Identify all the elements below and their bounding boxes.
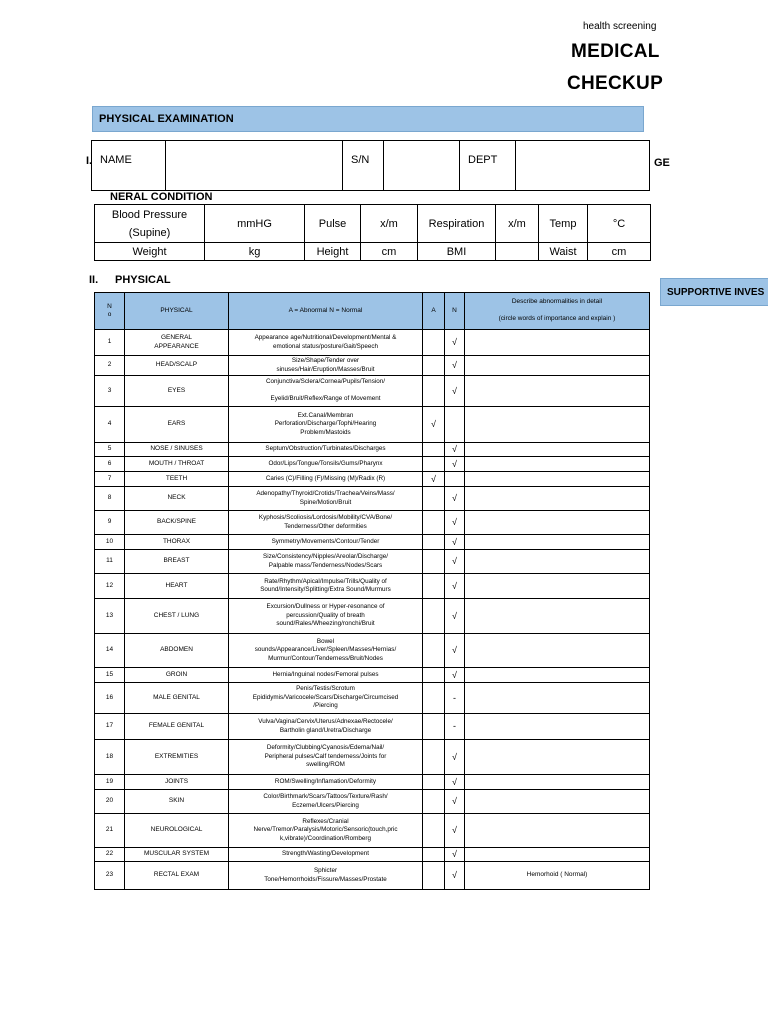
exam-area bbox=[125, 862, 229, 890]
exam-criteria bbox=[229, 740, 423, 775]
text-line: TEETH bbox=[165, 474, 188, 482]
respiration-unit-label bbox=[496, 205, 539, 243]
abnormality-description[interactable] bbox=[465, 740, 650, 775]
text-line: Size/Consistency/Nipples/Areolar/Discharge/ bbox=[263, 553, 388, 560]
temp-unit-label bbox=[588, 205, 651, 243]
text-line: Deformity/Clubbing/Cyanosis/Edema/Nail/ bbox=[266, 744, 385, 752]
exam-area bbox=[125, 775, 229, 790]
text-line: MUSCULAR SYSTEM bbox=[143, 850, 209, 858]
exam-criteria bbox=[229, 848, 423, 862]
abnormal-mark[interactable] bbox=[423, 376, 445, 407]
table-row bbox=[95, 356, 650, 376]
text-line: Ext.Canal/Membran bbox=[297, 411, 354, 419]
text-line: Perforation/Discharge/Tophi/Hearing bbox=[274, 420, 377, 428]
normal-mark[interactable]: √ bbox=[445, 814, 465, 848]
normal-mark[interactable]: √ bbox=[445, 457, 465, 472]
text-line: RECTAL EXAM bbox=[153, 871, 200, 879]
row-number: 9 bbox=[95, 511, 125, 535]
text-line: HEAD/SCALP bbox=[155, 361, 198, 369]
text-line: ABDOMEN bbox=[160, 646, 193, 654]
text-line: Bowel bbox=[316, 637, 335, 645]
exam-criteria bbox=[229, 407, 423, 443]
text-line: /Piercing bbox=[313, 702, 338, 710]
abnormality-description[interactable] bbox=[465, 683, 650, 714]
text-line: Pulse bbox=[318, 217, 347, 230]
exam-area bbox=[125, 740, 229, 775]
abnormality-description[interactable] bbox=[465, 714, 650, 740]
respiration-label bbox=[418, 205, 496, 243]
bmi-field[interactable] bbox=[496, 243, 539, 261]
row-number: 17 bbox=[95, 714, 125, 740]
exam-criteria bbox=[229, 574, 423, 599]
abnormality-description[interactable] bbox=[465, 511, 650, 535]
text-line: Sphicter bbox=[313, 867, 338, 874]
describe-header: Describe abnormalities in detail (circle words of importance and explain ) bbox=[465, 293, 650, 330]
exam-area bbox=[125, 330, 229, 356]
normal-mark[interactable]: √ bbox=[445, 634, 465, 668]
normal-mark[interactable]: √ bbox=[445, 668, 465, 683]
normal-mark[interactable]: √ bbox=[445, 330, 465, 356]
text-line: Respiration bbox=[428, 217, 485, 230]
text-line: k,vibrate)/Coordination/Romberg bbox=[280, 834, 371, 842]
text-line: GROIN bbox=[165, 670, 188, 678]
row-number: 2 bbox=[95, 356, 125, 376]
exam-area bbox=[125, 407, 229, 443]
table-row bbox=[95, 848, 650, 862]
abnormal-mark[interactable] bbox=[423, 668, 445, 683]
section-1-heading-fragment: GE bbox=[654, 157, 670, 169]
text-line: JOINTS bbox=[164, 777, 189, 785]
abnormal-header: A bbox=[423, 293, 445, 330]
abnormality-description[interactable] bbox=[465, 457, 650, 472]
normal-mark[interactable]: √ bbox=[445, 487, 465, 511]
text-line: MALE GENITAL bbox=[153, 693, 200, 701]
exam-area bbox=[125, 487, 229, 511]
text-line: (Supine) bbox=[128, 226, 171, 239]
text-line: EXTREMITIES bbox=[154, 752, 199, 760]
abnormal-mark[interactable] bbox=[423, 330, 445, 356]
row-number: 15 bbox=[95, 668, 125, 683]
normal-mark[interactable]: - bbox=[445, 714, 465, 740]
table-row bbox=[95, 775, 650, 790]
text-line: Murmur/Contour/Tenderness/Bruit/Nodes bbox=[268, 654, 383, 662]
vitals-row-1 bbox=[95, 205, 651, 243]
sn-label: S/N bbox=[343, 141, 384, 191]
pulse-unit-label bbox=[361, 205, 418, 243]
physical-header: PHYSICAL bbox=[125, 293, 229, 330]
physical-exam-table bbox=[94, 292, 650, 890]
height-label: Height bbox=[305, 243, 361, 261]
text-line: BACK/SPINE bbox=[156, 518, 196, 526]
normal-mark[interactable]: - bbox=[445, 683, 465, 714]
abnormality-description[interactable] bbox=[465, 330, 650, 356]
row-number: 4 bbox=[95, 407, 125, 443]
text-line: NOSE / SINUSES bbox=[150, 445, 203, 453]
abnormal-mark[interactable] bbox=[423, 487, 445, 511]
text-line: Problem/Mastoids bbox=[300, 428, 351, 436]
text-line: Blood Pressure bbox=[111, 208, 188, 221]
row-number: 18 bbox=[95, 740, 125, 775]
exam-criteria bbox=[229, 599, 423, 634]
text-line: Eyelid/Bruit/Reflex/Range of Movement bbox=[270, 395, 381, 403]
abnormal-mark[interactable] bbox=[423, 550, 445, 574]
row-number: 10 bbox=[95, 535, 125, 550]
exam-criteria bbox=[229, 356, 423, 376]
document-title-line2: CHECKUP bbox=[567, 73, 664, 94]
section-2-numeral: II. bbox=[89, 274, 99, 286]
text-line: Palpable mass/Tenderness/Nodes/Scars bbox=[268, 561, 383, 569]
text-line: mmHG bbox=[237, 217, 272, 230]
normal-header: N bbox=[445, 293, 465, 330]
text-line: MOUTH / THROAT bbox=[148, 459, 205, 467]
normal-mark[interactable]: √ bbox=[445, 740, 465, 775]
normal-mark[interactable]: √ bbox=[445, 790, 465, 814]
abnormality-description[interactable] bbox=[465, 356, 650, 376]
exam-criteria bbox=[229, 330, 423, 356]
name-field[interactable] bbox=[166, 141, 343, 191]
text-line: percussion/Quality of breath bbox=[286, 611, 365, 619]
normal-mark[interactable]: √ bbox=[445, 574, 465, 599]
no-header: N o bbox=[95, 293, 125, 330]
exam-area bbox=[125, 814, 229, 848]
row-number: 19 bbox=[95, 775, 125, 790]
legend-header: A = Abnormal N = Normal bbox=[229, 293, 423, 330]
text-line: sound/Rales/Wheezing/ronchi/Bruit bbox=[276, 620, 375, 628]
abnormal-mark[interactable] bbox=[423, 457, 445, 472]
exam-criteria bbox=[229, 550, 423, 574]
exam-area bbox=[125, 574, 229, 599]
abnormality-description[interactable] bbox=[465, 634, 650, 668]
table-row bbox=[95, 862, 650, 890]
row-number: 12 bbox=[95, 574, 125, 599]
text-line: Penis/Testis/Scrotum bbox=[296, 685, 355, 693]
weight-label: Weight bbox=[95, 243, 205, 261]
row-number: 13 bbox=[95, 599, 125, 634]
temp-label bbox=[539, 205, 588, 243]
blood-pressure-label bbox=[95, 205, 205, 243]
exam-area bbox=[125, 457, 229, 472]
abnormality-description[interactable] bbox=[465, 775, 650, 790]
row-number: 23 bbox=[95, 862, 125, 890]
text-line: Strength/Wasting/Development bbox=[282, 850, 369, 858]
abnormal-mark[interactable] bbox=[423, 356, 445, 376]
table-row bbox=[95, 790, 650, 814]
text-line: swelling/ROM bbox=[306, 761, 345, 769]
text-line: Excursion/Dullness or Hyper-resonance of bbox=[266, 603, 385, 611]
text-line: Temp bbox=[549, 217, 577, 230]
abnormal-mark[interactable] bbox=[423, 740, 445, 775]
abnormality-description[interactable] bbox=[465, 550, 650, 574]
exam-criteria bbox=[229, 487, 423, 511]
normal-mark[interactable]: √ bbox=[445, 550, 465, 574]
abnormal-mark[interactable] bbox=[423, 790, 445, 814]
abnormal-mark[interactable] bbox=[423, 535, 445, 550]
table-row bbox=[95, 550, 650, 574]
row-number: 21 bbox=[95, 814, 125, 848]
normal-mark[interactable] bbox=[445, 407, 465, 443]
table-row bbox=[95, 668, 650, 683]
table-row bbox=[95, 443, 650, 457]
pulse-label bbox=[305, 205, 361, 243]
abnormality-description[interactable] bbox=[465, 472, 650, 487]
row-number: 16 bbox=[95, 683, 125, 714]
text-line: Spine/Motion/Bruit bbox=[299, 498, 352, 506]
abnormality-description[interactable]: Hemorhoid ( Normal) bbox=[465, 862, 650, 890]
normal-mark[interactable]: √ bbox=[445, 511, 465, 535]
exam-area bbox=[125, 634, 229, 668]
text-line: EYES bbox=[167, 386, 186, 394]
text-line: x/m bbox=[508, 217, 526, 230]
text-line: HEART bbox=[165, 581, 188, 589]
row-number: 7 bbox=[95, 472, 125, 487]
height-unit: cm bbox=[361, 243, 418, 261]
exam-area bbox=[125, 511, 229, 535]
text-line: emotional status/posture/Gait/Speech bbox=[272, 342, 378, 350]
section-1-numeral: I. bbox=[86, 155, 93, 167]
text-line: Tone/Hemorrhoids/Fissure/Masses/Prostate bbox=[264, 875, 387, 883]
text-line: Tenderness/Other deformities bbox=[284, 522, 367, 530]
table-row bbox=[95, 634, 650, 668]
normal-mark[interactable]: √ bbox=[445, 848, 465, 862]
normal-mark[interactable]: √ bbox=[445, 443, 465, 457]
document-title-line1: MEDICAL bbox=[571, 41, 660, 62]
row-number: 1 bbox=[95, 330, 125, 356]
exam-area bbox=[125, 668, 229, 683]
table-row bbox=[95, 472, 650, 487]
exam-area bbox=[125, 443, 229, 457]
exam-criteria bbox=[229, 814, 423, 848]
general-condition-heading: NERAL CONDITION bbox=[110, 191, 213, 203]
abnormality-description[interactable] bbox=[465, 668, 650, 683]
text-line: Size/Shape/Tender over bbox=[291, 357, 360, 364]
exam-area bbox=[125, 714, 229, 740]
text-line: Rate/Rhythm/Apical/Impulse/Trills/Quality of bbox=[264, 577, 387, 585]
vitals-table bbox=[94, 204, 651, 261]
exam-table-header bbox=[95, 293, 650, 330]
text-line: FEMALE GENITAL bbox=[148, 722, 205, 730]
vitals-row-2 bbox=[95, 243, 651, 261]
exam-criteria bbox=[229, 775, 423, 790]
text-line: SKIN bbox=[168, 797, 185, 805]
table-row bbox=[95, 814, 650, 848]
exam-criteria bbox=[229, 511, 423, 535]
abnormality-description[interactable] bbox=[465, 814, 650, 848]
bp-unit-label bbox=[205, 205, 305, 243]
text-line: BREAST bbox=[163, 557, 190, 565]
table-row bbox=[95, 330, 650, 356]
normal-mark[interactable]: √ bbox=[445, 862, 465, 890]
abnormality-description[interactable] bbox=[465, 790, 650, 814]
text-line: Peripheral pulses/Calf tenderness/Joints for bbox=[264, 752, 387, 760]
exam-criteria bbox=[229, 790, 423, 814]
section-2-heading: PHYSICAL bbox=[115, 274, 171, 286]
document-subtitle: health screening bbox=[583, 21, 657, 32]
exam-area bbox=[125, 535, 229, 550]
abnormality-description[interactable] bbox=[465, 599, 650, 634]
text-line: NECK bbox=[167, 494, 186, 502]
text-line: NEUROLOGICAL bbox=[150, 826, 203, 834]
normal-mark[interactable]: √ bbox=[445, 599, 465, 634]
abnormal-mark[interactable] bbox=[423, 683, 445, 714]
abnormal-mark[interactable] bbox=[423, 443, 445, 457]
text-line: Bartholin gland/Uretra/Discharge bbox=[279, 726, 372, 734]
normal-mark[interactable]: √ bbox=[445, 775, 465, 790]
table-row bbox=[95, 407, 650, 443]
table-row bbox=[95, 457, 650, 472]
text-line: Kyphosis/Scoliosis/Lordosis/Mobility/CVA/Bone/ bbox=[258, 514, 393, 521]
text-line: EARS bbox=[167, 420, 186, 428]
text-line: Reflexes/Cranial bbox=[302, 817, 349, 825]
exam-criteria bbox=[229, 443, 423, 457]
row-number: 14 bbox=[95, 634, 125, 668]
text-line: Nerve/Tremor/Paralysis/Motoric/Sensoric(touch,pric bbox=[253, 826, 398, 834]
exam-criteria bbox=[229, 634, 423, 668]
exam-criteria bbox=[229, 714, 423, 740]
row-number: 22 bbox=[95, 848, 125, 862]
patient-id-table bbox=[91, 140, 650, 191]
normal-mark[interactable]: √ bbox=[445, 376, 465, 407]
text-line: Septum/Obstruction/Turbinates/Discharges bbox=[265, 445, 386, 453]
table-row bbox=[95, 376, 650, 407]
exam-criteria bbox=[229, 668, 423, 683]
text-line: Appearance age/Nutritional/Development/Mental & bbox=[254, 334, 397, 341]
text-line: CHEST / LUNG bbox=[153, 611, 200, 619]
abnormal-mark[interactable] bbox=[423, 634, 445, 668]
exam-area bbox=[125, 356, 229, 376]
exam-criteria bbox=[229, 535, 423, 550]
abnormality-description[interactable] bbox=[465, 848, 650, 862]
text-line: Conjunctiva/Sclera/Cornea/Pupils/Tension/ bbox=[265, 378, 385, 386]
exam-area bbox=[125, 683, 229, 714]
row-number: 8 bbox=[95, 487, 125, 511]
exam-area bbox=[125, 376, 229, 407]
text-line: APPEARANCE bbox=[154, 342, 199, 350]
table-row bbox=[95, 487, 650, 511]
waist-label: Waist bbox=[539, 243, 588, 261]
text-line: °C bbox=[612, 217, 626, 230]
abnormal-mark[interactable] bbox=[423, 714, 445, 740]
exam-criteria bbox=[229, 472, 423, 487]
exam-area bbox=[125, 848, 229, 862]
normal-mark[interactable] bbox=[445, 472, 465, 487]
exam-area bbox=[125, 599, 229, 634]
table-row bbox=[95, 511, 650, 535]
row-number: 3 bbox=[95, 376, 125, 407]
abnormality-description[interactable] bbox=[465, 487, 650, 511]
normal-mark[interactable]: √ bbox=[445, 356, 465, 376]
abnormal-mark[interactable]: √ bbox=[423, 472, 445, 487]
text-line: Epididymis/Varicocele/Scars/Discharge/Circumcised bbox=[252, 693, 399, 701]
row-number: 5 bbox=[95, 443, 125, 457]
table-row bbox=[95, 714, 650, 740]
abnormality-description[interactable] bbox=[465, 535, 650, 550]
text-line: sounds/Appearance/Liver/Spleen/Masses/Hernias/ bbox=[254, 646, 397, 654]
row-number: 6 bbox=[95, 457, 125, 472]
exam-area bbox=[125, 790, 229, 814]
text-line: Hernia/Inguinal nodes/Femoral pulses bbox=[272, 670, 379, 678]
abnormal-mark[interactable] bbox=[423, 775, 445, 790]
abnormal-mark[interactable]: √ bbox=[423, 407, 445, 443]
text-line: Caries (C)/Filling (F)/Missing (M)/Radix (R) bbox=[265, 474, 386, 482]
row-number: 20 bbox=[95, 790, 125, 814]
exam-criteria bbox=[229, 862, 423, 890]
waist-unit: cm bbox=[588, 243, 651, 261]
normal-mark[interactable]: √ bbox=[445, 535, 465, 550]
exam-area bbox=[125, 550, 229, 574]
text-line: THORAX bbox=[162, 537, 191, 545]
abnormal-mark[interactable] bbox=[423, 599, 445, 634]
abnormality-description[interactable] bbox=[465, 376, 650, 407]
abnormality-description[interactable] bbox=[465, 443, 650, 457]
text-line: Vulva/Vagina/Cervix/Uterus/Adnexae/Rectocele/ bbox=[258, 718, 393, 725]
abnormal-mark[interactable] bbox=[423, 574, 445, 599]
exam-area bbox=[125, 472, 229, 487]
dept-label: DEPT bbox=[460, 141, 516, 191]
exam-criteria bbox=[229, 457, 423, 472]
text-line: Sound/Intensity/Splitting/Extra Sound/Murmurs bbox=[260, 586, 391, 593]
table-row bbox=[95, 535, 650, 550]
text-line: x/m bbox=[380, 217, 398, 230]
name-label: NAME bbox=[92, 141, 166, 191]
supportive-investigation-banner: SUPPORTIVE INVES bbox=[660, 278, 768, 306]
text-line: Odor/Lips/Tongue/Tonsils/Gums/Pharynx bbox=[268, 459, 383, 467]
exam-criteria bbox=[229, 376, 423, 407]
exam-criteria bbox=[229, 683, 423, 714]
text-line: Symmetry/Movements/Contour/Tender bbox=[271, 537, 380, 545]
table-row bbox=[95, 740, 650, 775]
abnormal-mark[interactable] bbox=[423, 511, 445, 535]
row-number: 11 bbox=[95, 550, 125, 574]
text-line: Adenopathy/Thyroid/Crotids/Trachea/Veins/Mass/ bbox=[256, 490, 395, 497]
physical-examination-banner: PHYSICAL EXAMINATION bbox=[92, 106, 644, 132]
table-row bbox=[95, 599, 650, 634]
table-row bbox=[95, 574, 650, 599]
abnormality-description[interactable] bbox=[465, 407, 650, 443]
dept-field[interactable] bbox=[516, 141, 650, 191]
abnormal-mark[interactable] bbox=[423, 814, 445, 848]
text-line: GENERAL bbox=[160, 334, 193, 341]
sn-field[interactable] bbox=[384, 141, 460, 191]
abnormal-mark[interactable] bbox=[423, 862, 445, 890]
text-line: Color/Birthmark/Scars/Tattoos/Texture/Rash/ bbox=[263, 793, 388, 800]
bmi-label: BMI bbox=[418, 243, 496, 261]
table-row bbox=[95, 683, 650, 714]
weight-unit: kg bbox=[205, 243, 305, 261]
abnormality-description[interactable] bbox=[465, 574, 650, 599]
text-line: Eczeme/Ulcers/Piercing bbox=[292, 801, 359, 809]
text-line: ROM/Swelling/Inflamation/Deformity bbox=[274, 777, 377, 785]
text-line: sinuses/Hair/Eruption/Masses/Bruit bbox=[276, 365, 375, 373]
abnormal-mark[interactable] bbox=[423, 848, 445, 862]
